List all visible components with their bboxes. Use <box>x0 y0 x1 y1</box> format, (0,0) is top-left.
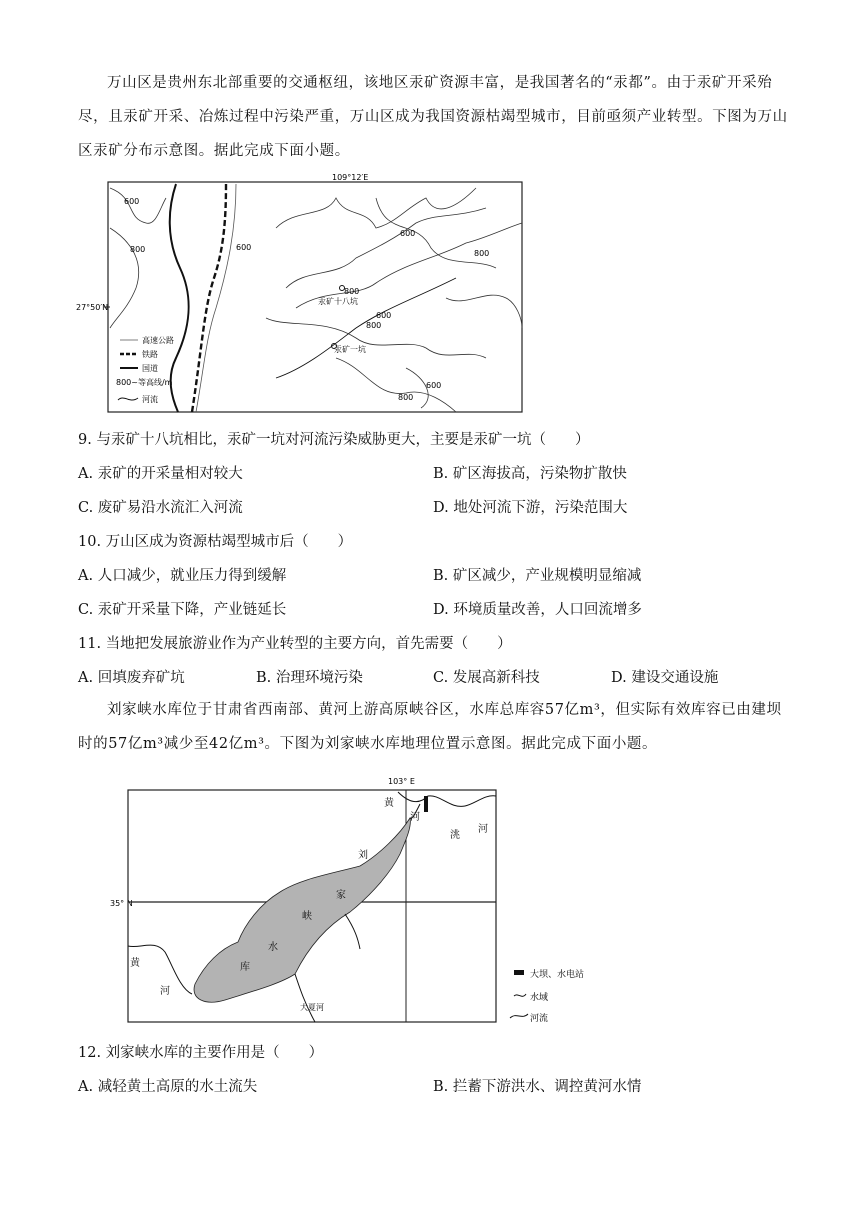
reservoir-char-2: 家 <box>336 890 346 901</box>
contour-label: 800 <box>344 287 360 296</box>
map2-lat-label: 35° N <box>110 899 133 908</box>
highway <box>196 184 236 412</box>
map1-lat-label: 27°50′N <box>76 303 109 312</box>
map2-legend <box>510 968 584 1024</box>
tao-char-2: 河 <box>478 824 488 835</box>
q11-stem: 11. 当地把发展旅游业作为产业转型的主要方向，首先需要（ ） <box>78 636 512 652</box>
q9-option-c: C. 废矿易沿水流汇入河流 <box>78 500 243 516</box>
map2-lon-label: 103° E <box>388 777 415 786</box>
tao-char-1: 洮 <box>450 830 460 841</box>
liujiaxia-map <box>110 774 630 1032</box>
reservoir-char-5: 库 <box>240 962 250 973</box>
passage-2: 刘家峡水库位于甘肃省西南部、黄河上游高原峡谷区，水库总库容57亿m³，但实际有效库容已由建坝时的57亿m³减少至42亿m³。下图为刘家峡水库地理位置示意图。据此完成下面小题。 <box>78 702 782 752</box>
q10-option-a: A. 人口减少，就业压力得到缓解 <box>78 568 287 584</box>
national-road <box>170 184 189 412</box>
river-char-left-2: 河 <box>160 986 170 997</box>
q9-option-a: A. 汞矿的开采量相对较大 <box>78 466 243 482</box>
reservoir-char-3: 峡 <box>302 911 312 922</box>
q9-option-b: B. 矿区海拔高，污染物扩散快 <box>433 466 627 482</box>
reservoir-char-1: 刘 <box>358 850 368 861</box>
legend-dam: 大坝、水电站 <box>530 970 585 980</box>
legend-highway: 高速公路 <box>142 336 174 345</box>
q12-option-a: A. 减轻黄土高原的水土流失 <box>78 1079 258 1095</box>
q10-option-b: B. 矿区减少，产业规模明显缩减 <box>433 568 642 584</box>
passage-1: 万山区是贵州东北部重要的交通枢纽，该地区汞矿资源丰富，是我国著名的“汞都”。由于汞矿开采殆尽，且汞矿开采、冶炼过程中污染严重，万山区成为我国资源枯竭型城市，目前亟须产业转型。下图为万山区汞矿分布示意图。据此完成下面小题。 <box>78 75 788 159</box>
legend-contour: 800~等高线/m <box>116 378 173 387</box>
q9-stem: 9. 与汞矿十八坑相比，汞矿一坑对河流污染威胁更大，主要是汞矿一坑（ ） <box>78 432 590 448</box>
railway <box>192 184 226 412</box>
contour-label: 600 <box>400 229 416 238</box>
legend-river: 河流 <box>530 1014 549 1024</box>
q11-option-c: C. 发展高新科技 <box>433 670 540 686</box>
q11-option-b: B. 治理环境污染 <box>256 670 363 686</box>
q10-option-d: D. 环境质量改善，人口回流增多 <box>433 602 642 618</box>
river-char-left-1: 黄 <box>130 958 140 969</box>
contour-label: 800 <box>366 321 382 330</box>
contour-label: 600 <box>426 381 442 390</box>
contour-label: 600 <box>376 311 392 320</box>
contour-label: 600 <box>236 243 252 252</box>
reservoir-char-4: 水 <box>268 942 278 953</box>
contour-label: 800 <box>398 393 414 402</box>
mercury-mine-map <box>76 168 536 420</box>
q9-option-d: D. 地处河流下游，污染范围大 <box>433 500 628 516</box>
site-18-label: 汞矿十八坑 <box>318 297 358 306</box>
q11-option-a: A. 回填废弃矿坑 <box>78 670 185 686</box>
q10-option-c: C. 汞矿开采量下降，产业链延长 <box>78 602 287 618</box>
legend-road: 国道 <box>142 364 158 373</box>
daxia-label: 大夏河 <box>300 1003 324 1012</box>
river-char-top-1: 黄 <box>384 798 394 809</box>
legend-water: 水域 <box>530 993 549 1003</box>
river-char-top-2: 河 <box>410 812 420 823</box>
dam-icon <box>424 796 428 812</box>
q10-stem: 10. 万山区成为资源枯竭型城市后（ ） <box>78 534 353 550</box>
q12-stem: 12. 刘家峡水库的主要作用是（ ） <box>78 1045 324 1061</box>
site-1-label: 汞矿一坑 <box>334 345 366 354</box>
contour-label: 800 <box>474 249 490 258</box>
q12-option-b: B. 拦蓄下游洪水、调控黄河水情 <box>433 1079 642 1095</box>
map1-legend <box>116 335 174 404</box>
legend-river: 河流 <box>142 395 158 404</box>
contour-label: 800 <box>130 245 146 254</box>
map1-lon-label: 109°12′E <box>332 173 369 182</box>
contour-label: 600 <box>124 197 140 206</box>
legend-railway: 铁路 <box>142 350 158 359</box>
q11-option-d: D. 建设交通设施 <box>611 670 719 686</box>
